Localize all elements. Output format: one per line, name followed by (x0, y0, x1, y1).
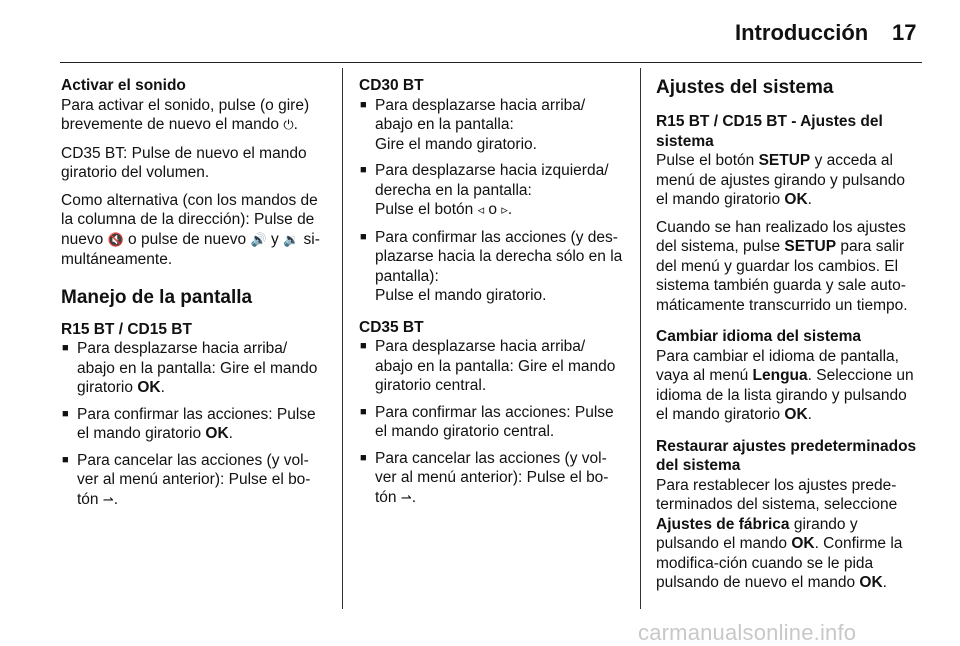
column-left (61, 76, 327, 520)
paragraph: Como alternativa (con los mandos de la columna de la dirección): Pulse de nuevo 🔇 o pulse de nuevo 🔊 y 🔉 si-multáneamente. (61, 191, 320, 268)
column-divider (640, 68, 641, 609)
left-arrow-icon: ◃ (477, 203, 485, 218)
list-item: ■ Para desplazarse hacia arriba/ abajo en la pantalla: Gire el mando giratorio. (359, 96, 624, 155)
list-item: ■ Para confirmar las acciones: Pulse el mando giratorio central. (359, 403, 624, 442)
back-arrow-icon: ⇀ (400, 490, 412, 506)
paragraph: Para activar el sonido, pulse (o gire) brevemente de nuevo el mando ⏻. (61, 96, 310, 133)
power-knob-icon: ⏻ (283, 118, 294, 133)
header-divider (60, 62, 922, 63)
section-heading: Manejo de la pantalla (61, 286, 253, 308)
list-item: ■ Para cancelar las acciones (y vol-ver al menú anterior): Pulse el bo-tón ⇀. (359, 449, 624, 509)
paragraph: CD35 BT: Pulse de nuevo el mando giratorio del volumen. (61, 144, 307, 181)
volume-up-icon: 🔊 (250, 232, 267, 248)
section-subtitle: R15 BT / CD15 BT - Ajustes del sistema (656, 113, 883, 150)
list-item: ■ Para desplazarse hacia arriba/ abajo en la pantalla: Gire el mando giratorio central. (359, 337, 624, 396)
section-subtitle: Activar el sonido (61, 77, 186, 94)
page-number: 17 (892, 20, 917, 45)
page-header-title: Introducción (735, 20, 869, 45)
list-item: ■ Para desplazarse hacia izquierda/ derecha en la pantalla: Pulse el botón ◃ o ▹. (359, 161, 624, 221)
section-subtitle: CD35 BT (359, 318, 424, 336)
list-item: ■ Para confirmar las acciones: Pulse el mando giratorio OK. (61, 405, 327, 444)
list-item: ■ Para cancelar las acciones (y vol-ver al menú anterior): Pulse el bo-tón ⇀. (61, 451, 327, 511)
column-divider (342, 68, 343, 609)
section-subtitle: R15 BT / CD15 BT (61, 320, 192, 338)
column-middle (359, 76, 624, 518)
paragraph: Cuando se han realizado los ajustes del sistema, pulse SETUP para salir del menú y guardar los cambios. El sistema también guarda y sale auto-máticamente transcurrido un tiempo. (656, 218, 908, 314)
volume-down-icon: 🔉 (283, 232, 300, 248)
section-subtitle: Restaurar ajustes predeterminados del sistema (656, 437, 917, 474)
paragraph: Para restablecer los ajustes prede-terminados del sistema, seleccione Ajustes de fábrica girando y pulsando el mando OK. Confirme la modifica-ción cuando se le pida pulsando de nuevo el mando OK. (656, 476, 903, 591)
bullet-list (359, 96, 624, 306)
list-item: ■ Para confirmar las acciones (y des-plazarse hacia la derecha sólo en la pantalla): Pulse el mando giratorio. (359, 228, 624, 306)
bullet-list (359, 337, 624, 508)
column-right (656, 76, 921, 601)
list-item: ■ Para desplazarse hacia arriba/ abajo en la pantalla: Gire el mando giratorio OK. (61, 339, 327, 398)
section-subtitle: Cambiar idioma del sistema (656, 328, 862, 345)
back-arrow-icon: ⇀ (102, 492, 114, 508)
mute-icon: 🔇 (107, 232, 124, 248)
section-heading: Ajustes del sistema (656, 77, 834, 98)
paragraph: Pulse el botón SETUP y acceda al menú de ajustes girando y pulsando el mando giratorio OK. (656, 152, 906, 208)
right-arrow-icon: ▹ (501, 203, 508, 218)
bullet-list (61, 339, 327, 510)
section-subtitle: CD30 BT (359, 77, 424, 94)
watermark-link[interactable]: carmanualsonline.info (638, 620, 857, 645)
paragraph: Para cambiar el idioma de pantalla, vaya al menú Lengua. Seleccione un idioma de la lista girando y pulsando el mando giratorio OK. (656, 347, 914, 423)
